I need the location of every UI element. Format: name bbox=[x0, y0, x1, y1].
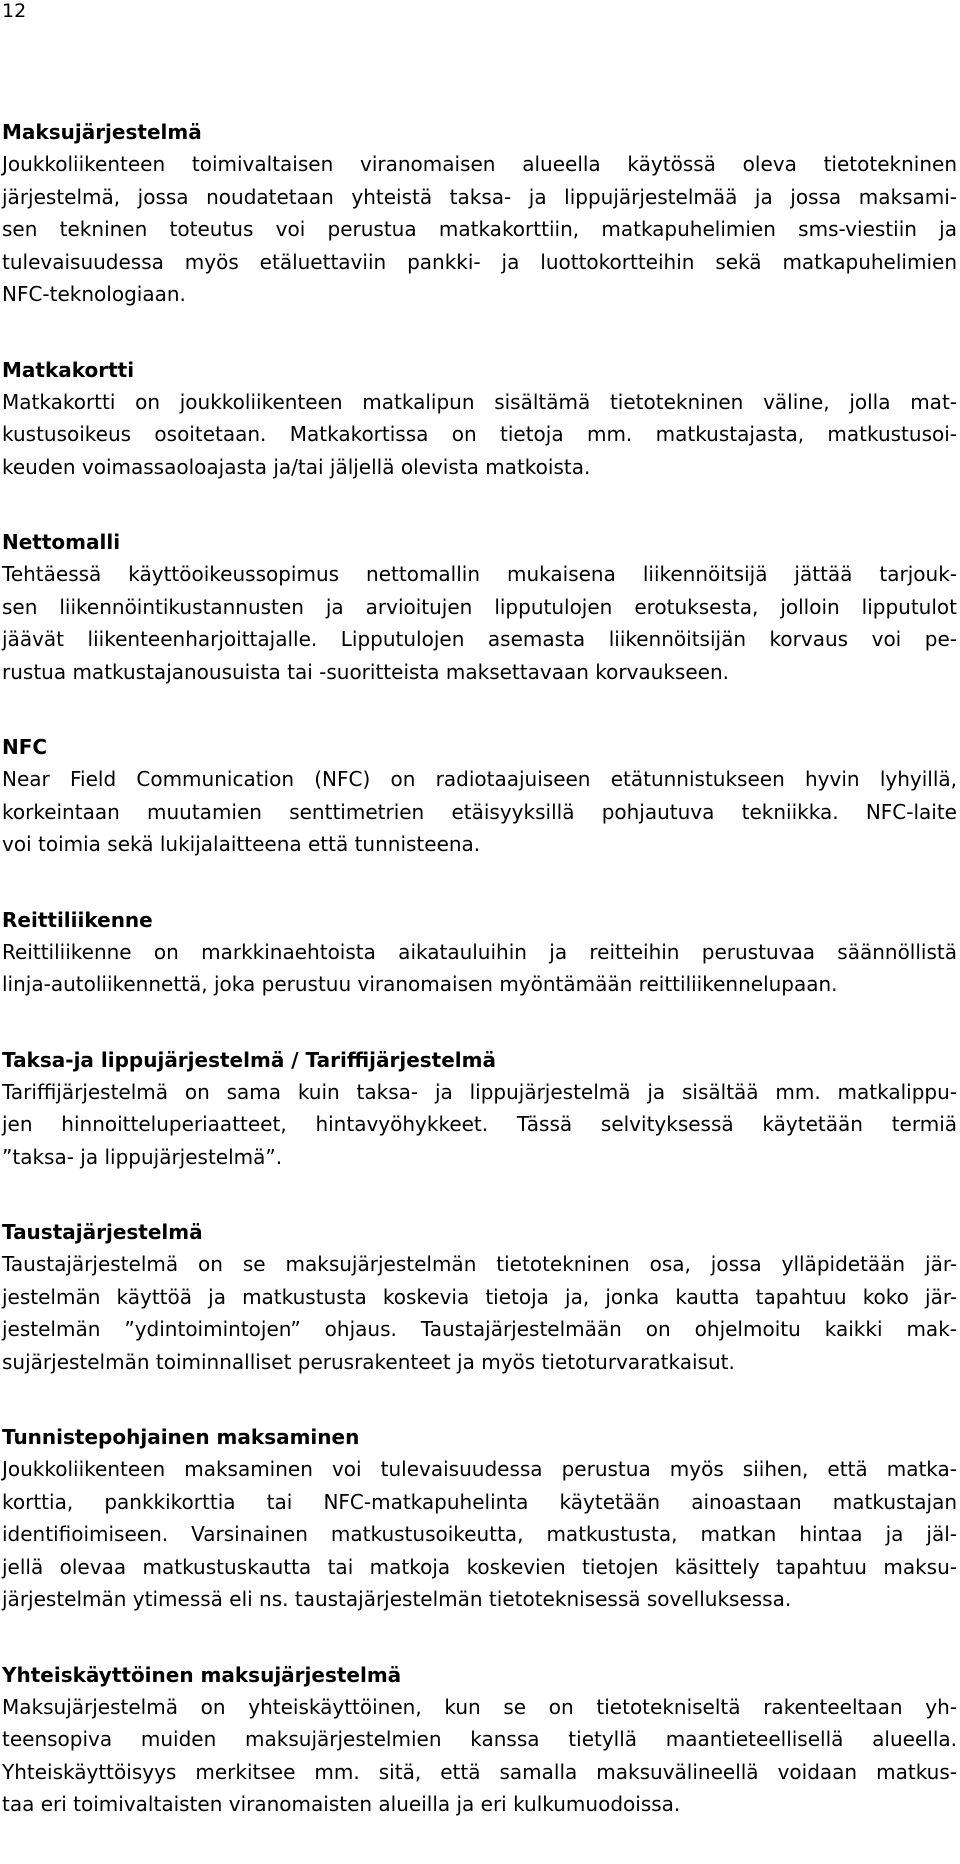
entry-definition bbox=[2, 936, 957, 1001]
definition-line: keuden voimassaoloajasta ja/tai jäljellä olevista matkoista. bbox=[2, 454, 591, 479]
definition-line: ”taksa- ja lippujärjestelmä”. bbox=[2, 1144, 283, 1169]
entry-definition bbox=[2, 386, 957, 484]
definition-line: jellä olevaa matkustuskautta tai matkoja koskevien tietojen käsittely tapahtuu maksu- bbox=[2, 1554, 957, 1579]
glossary-entry bbox=[2, 1216, 957, 1378]
definition-line: kustusoikeus osoitetaan. Matkakortissa on tietoja mm. matkustajasta, matkustusoi- bbox=[2, 422, 957, 446]
definition-line: jen hinnoitteluperiaatteet, hintavyöhykkeet. Tässä selvityksessä käytetään termiä bbox=[2, 1112, 957, 1136]
page-number: 12 bbox=[2, 0, 27, 22]
definition-line: Near Field Communication (NFC) on radiotaajuiseen etätunnistukseen hyvin lyhyillä, bbox=[2, 767, 957, 791]
definition-line: teensopiva muiden maksujärjestelmien kanssa tietyllä maantieteellisellä alueella. bbox=[2, 1727, 957, 1751]
glossary bbox=[2, 116, 957, 1864]
definition-line: jäävät liikenteenharjoittajalle. Lipputulojen asemasta liikennöitsijän korvaus voi pe- bbox=[2, 627, 957, 651]
entry-definition bbox=[2, 1691, 957, 1821]
definition-line: Taustajärjestelmä on se maksujärjestelmän tietotekninen osa, jossa ylläpidetään jär- bbox=[2, 1252, 957, 1276]
entry-term: Matkakortti bbox=[2, 357, 135, 382]
definition-line: sen tekninen toteutus voi perustua matkakorttiin, matkapuhelimien sms-viestiin ja bbox=[2, 217, 957, 241]
definition-line: Matkakortti on joukkoliikenteen matkalipun sisältämä tietotekninen väline, jolla mat- bbox=[2, 389, 957, 414]
glossary-entry bbox=[2, 116, 957, 311]
entry-term: Tunnistepohjainen maksaminen bbox=[2, 1425, 360, 1449]
entry-term: NFC bbox=[2, 735, 48, 759]
definition-line: Yhteiskäyttöisyys merkitsee mm. sitä, että samalla maksuvälineellä voidaan matkus- bbox=[2, 1759, 957, 1784]
entry-term: Yhteiskäyttöinen maksujärjestelmä bbox=[2, 1662, 402, 1687]
glossary-entry bbox=[2, 1421, 957, 1616]
definition-line: Joukkoliikenteen toimivaltaisen viranomaisen alueella käytössä oleva tietotekninen bbox=[2, 152, 957, 176]
definition-line: korkeintaan muutamien senttimetrien etäisyyksillä pohjautuva tekniikka. NFC-laite bbox=[2, 799, 957, 824]
entry-definition bbox=[2, 558, 957, 688]
definition-line: järjestelmä, jossa noudatetaan yhteistä taksa- ja lippujärjestelmää ja jossa maksami- bbox=[2, 184, 957, 209]
definition-line: korttia, pankkikorttia tai NFC-matkapuhelinta käytetään ainoastaan matkustajan bbox=[2, 1489, 957, 1514]
definition-line: NFC-teknologiaan. bbox=[2, 282, 186, 306]
entry-term: Maksujärjestelmä bbox=[2, 120, 202, 144]
glossary-entry bbox=[2, 904, 957, 1001]
definition-line: järjestelmän ytimessä eli ns. taustajärjestelmän tietoteknisessä sovelluksessa. bbox=[2, 1587, 792, 1611]
entry-term: Taksa-ja lippujärjestelmä / Tariffijärjestelmä bbox=[2, 1047, 496, 1072]
definition-line: sen liikennöintikustannusten ja arvioitujen lipputulojen erotuksesta, jolloin lipputulot bbox=[2, 594, 957, 619]
definition-line: jestelmän ”ydintoimintojen” ohjaus. Taustajärjestelmään on ohjelmoitu kaikki mak- bbox=[2, 1317, 957, 1341]
definition-line: Maksujärjestelmä on yhteiskäyttöinen, kun se on tietotekniseltä rakenteeltaan yh- bbox=[2, 1694, 957, 1719]
definition-line: Tariffijärjestelmä on sama kuin taksa- ja lippujärjestelmä ja sisältää mm. matkalippu- bbox=[2, 1079, 957, 1104]
glossary-entry bbox=[2, 354, 957, 484]
definition-line: rustua matkustajanousuista tai -suoritteista maksettavaan korvaukseen. bbox=[2, 659, 729, 684]
definition-line: sujärjestelmän toiminnalliset perusrakenteet ja myös tietoturvaratkaisut. bbox=[2, 1349, 735, 1374]
glossary-entry bbox=[2, 731, 957, 861]
definition-line: voi toimia sekä lukijalaitteena että tunnisteena. bbox=[2, 832, 481, 856]
entry-definition bbox=[2, 763, 957, 861]
definition-line: tulevaisuudessa myös etäluettaviin pankki- ja luottokortteihin sekä matkapuhelimien bbox=[2, 249, 957, 274]
entry-definition bbox=[2, 148, 957, 311]
definition-line: Reittiliikenne on markkinaehtoista aikatauluihin ja reitteihin perustuvaa säännöllistä bbox=[2, 939, 957, 964]
entry-definition bbox=[2, 1076, 957, 1174]
entry-term: Taustajärjestelmä bbox=[2, 1220, 203, 1244]
glossary-entry bbox=[2, 526, 957, 688]
entry-term: Reittiliikenne bbox=[2, 907, 153, 932]
definition-line: identifioimiseen. Varsinainen matkustusoikeutta, matkustusta, matkan hintaa ja jäl- bbox=[2, 1522, 957, 1546]
definition-line: jestelmän käyttöä ja matkustusta koskevia tietoja ja, jonka kautta tapahtuu koko jär- bbox=[2, 1284, 957, 1309]
definition-line: Joukkoliikenteen maksaminen voi tulevaisuudessa perustua myös siihen, että matka- bbox=[2, 1457, 957, 1481]
glossary-entry bbox=[2, 1659, 957, 1821]
definition-line: Tehtäessä käyttöoikeussopimus nettomallin mukaisena liikennöitsijä jättää tarjouk- bbox=[2, 562, 957, 586]
glossary-entry bbox=[2, 1044, 957, 1174]
entry-definition bbox=[2, 1453, 957, 1616]
entry-term: Nettomalli bbox=[2, 530, 121, 554]
definition-line: taa eri toimivaltaisten viranomaisten alueilla ja eri kulkumuodoissa. bbox=[2, 1792, 681, 1816]
definition-line: linja-autoliikennettä, joka perustuu viranomaisen myöntämään reittiliikennelupaan. bbox=[2, 972, 838, 996]
entry-definition bbox=[2, 1248, 957, 1378]
